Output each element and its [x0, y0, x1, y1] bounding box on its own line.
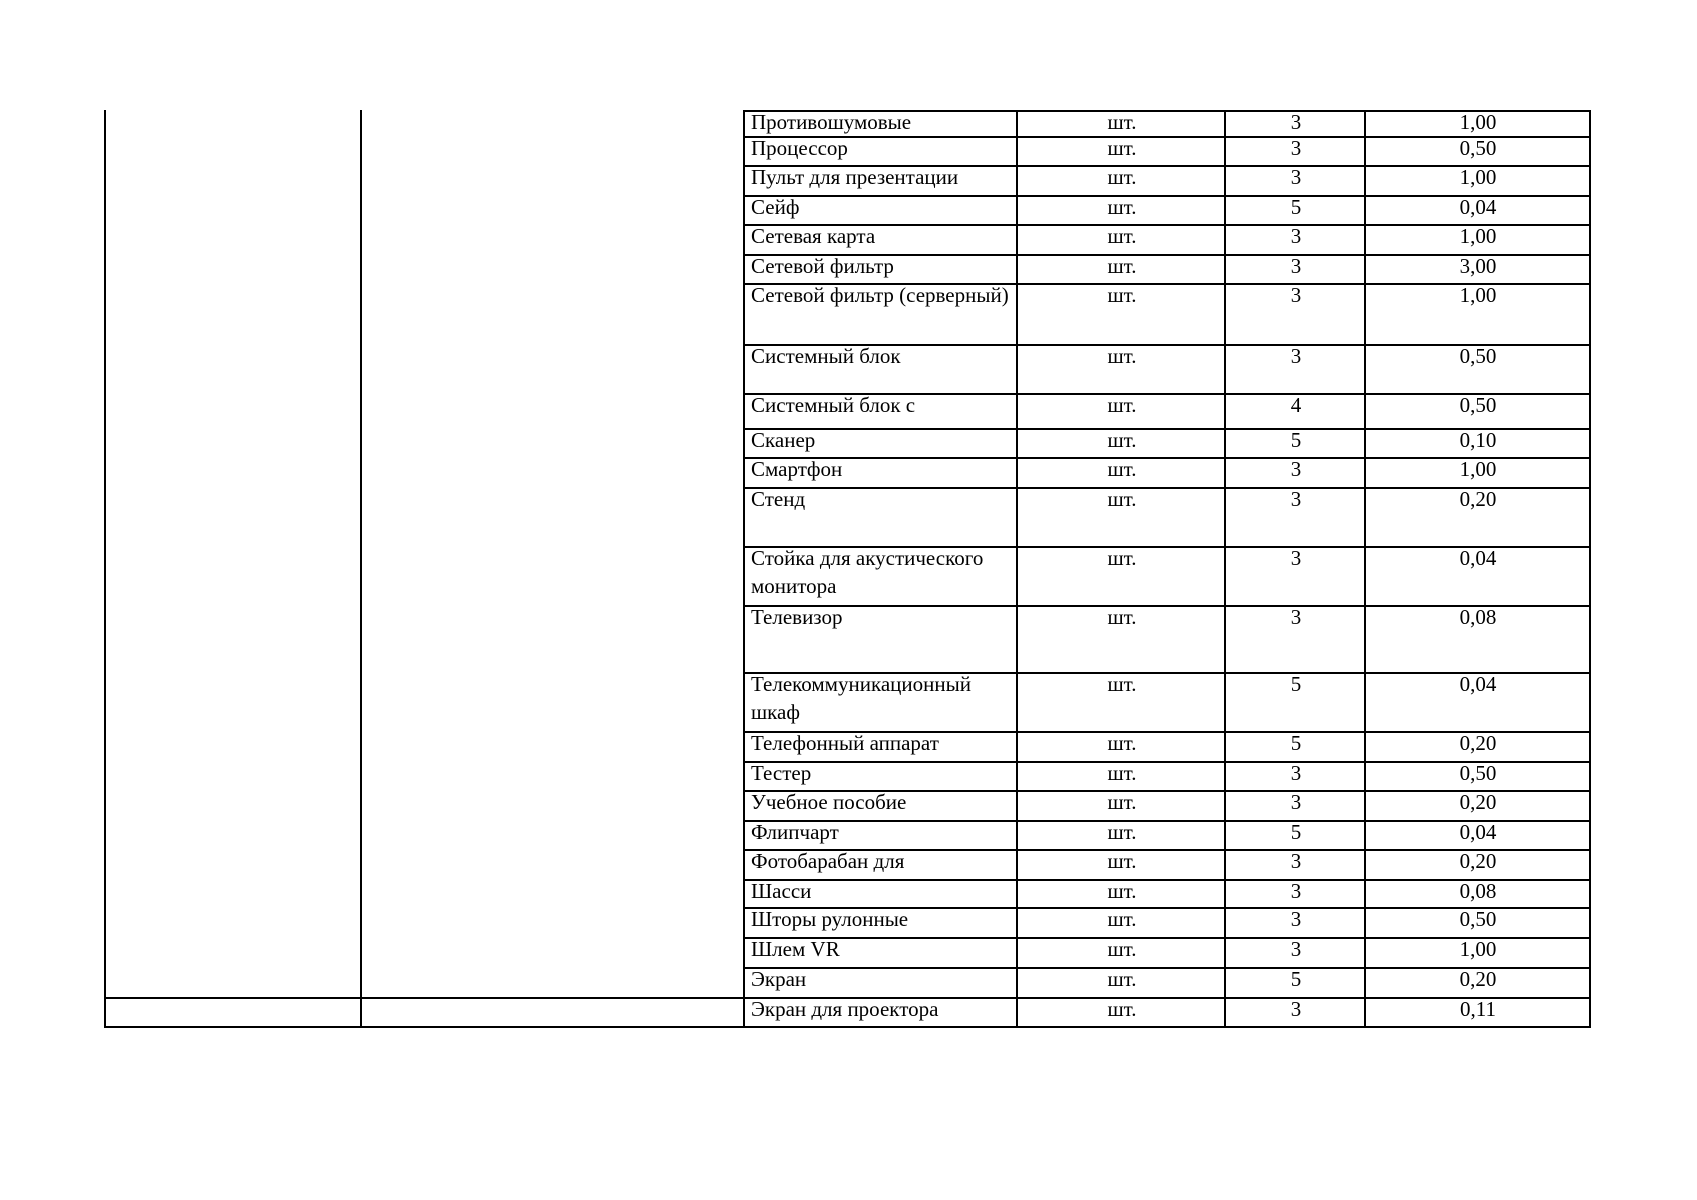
column-border: [104, 110, 106, 1028]
cell-name: Фотобарабан для: [751, 849, 905, 873]
cell-value: 1,00: [1459, 457, 1497, 481]
cell-qty: 3: [1290, 457, 1302, 481]
cell-name: Шторы рулонные: [751, 907, 909, 931]
cell-qty: 5: [1290, 672, 1302, 696]
cell-value: 1,00: [1459, 937, 1497, 961]
cell-unit: шт.: [1107, 546, 1137, 570]
cell-qty: 3: [1290, 937, 1302, 961]
cell-name: Учебное пособие: [751, 790, 907, 814]
cell-unit: шт.: [1107, 790, 1137, 814]
cell-value: 1,00: [1459, 110, 1497, 134]
cell-qty: 5: [1290, 820, 1302, 844]
column-border: [360, 110, 362, 1028]
cell-unit: шт.: [1107, 820, 1137, 844]
cell-qty: 3: [1290, 546, 1302, 570]
cell-value: 0,50: [1459, 761, 1497, 785]
cell-unit: шт.: [1107, 761, 1137, 785]
cell-name: Сетевая карта: [751, 224, 876, 248]
cell-value: 0,20: [1459, 849, 1497, 873]
cell-unit: шт.: [1107, 110, 1137, 134]
cell-name: Экран для проектора: [751, 997, 939, 1021]
cell-unit: шт.: [1107, 224, 1137, 248]
cell-unit: шт.: [1107, 937, 1137, 961]
cell-name: Тестер: [751, 761, 812, 785]
cell-qty: 3: [1290, 165, 1302, 189]
cell-unit: шт.: [1107, 165, 1137, 189]
cell-qty: 3: [1290, 283, 1302, 307]
cell-qty: 3: [1290, 136, 1302, 160]
cell-name: Стойка для акустического монитора: [751, 546, 984, 598]
cell-unit: шт.: [1107, 967, 1137, 991]
cell-unit: шт.: [1107, 672, 1137, 696]
cell-value: 1,00: [1459, 165, 1497, 189]
cell-qty: 3: [1290, 254, 1302, 278]
cell-value: 0,50: [1459, 907, 1497, 931]
cell-value: 1,00: [1459, 224, 1497, 248]
cell-qty: 5: [1290, 428, 1302, 452]
cell-name: Экран: [751, 967, 807, 991]
cell-unit: шт.: [1107, 254, 1137, 278]
cell-qty: 5: [1290, 731, 1302, 755]
cell-qty: 4: [1290, 393, 1302, 417]
cell-unit: шт.: [1107, 344, 1137, 368]
cell-value: 0,04: [1459, 672, 1497, 696]
cell-value: 1,00: [1459, 283, 1497, 307]
cell-qty: 3: [1290, 790, 1302, 814]
cell-value: 0,08: [1459, 879, 1497, 903]
cell-unit: шт.: [1107, 605, 1137, 629]
cell-value: 0,04: [1459, 195, 1497, 219]
cell-value: 0,20: [1459, 790, 1497, 814]
cell-unit: шт.: [1107, 849, 1137, 873]
cell-name: Процессор: [751, 136, 848, 160]
cell-name: Противошумовые: [751, 110, 912, 134]
cell-name: Смартфон: [751, 457, 843, 481]
cell-value: 0,20: [1459, 487, 1497, 511]
cell-qty: 3: [1290, 907, 1302, 931]
cell-value: 0,04: [1459, 546, 1497, 570]
cell-qty: 5: [1290, 195, 1302, 219]
cell-name: Шлем VR: [751, 937, 840, 961]
cell-name: Системный блок: [751, 344, 901, 368]
cell-qty: 3: [1290, 849, 1302, 873]
cell-name: Системный блок с: [751, 393, 916, 417]
cell-unit: шт.: [1107, 907, 1137, 931]
cell-unit: шт.: [1107, 879, 1137, 903]
cell-name: Телевизор: [751, 605, 843, 629]
cell-qty: 5: [1290, 967, 1302, 991]
cell-name: Пульт для презентации: [751, 165, 959, 189]
cell-qty: 3: [1290, 487, 1302, 511]
cell-qty: 3: [1290, 605, 1302, 629]
cell-name: Стенд: [751, 487, 806, 511]
cell-value: 0,11: [1460, 997, 1496, 1021]
cell-unit: шт.: [1107, 195, 1137, 219]
cell-unit: шт.: [1107, 393, 1137, 417]
cell-unit: шт.: [1107, 428, 1137, 452]
cell-unit: шт.: [1107, 136, 1137, 160]
cell-name: Флипчарт: [751, 820, 839, 844]
cell-name: Сейф: [751, 195, 800, 219]
cell-unit: шт.: [1107, 731, 1137, 755]
cell-value: 0,04: [1459, 820, 1497, 844]
cell-value: 0,50: [1459, 344, 1497, 368]
row-border: [104, 1026, 1591, 1028]
cell-value: 0,10: [1459, 428, 1497, 452]
cell-qty: 3: [1290, 761, 1302, 785]
cell-qty: 3: [1290, 344, 1302, 368]
cell-value: 0,50: [1459, 136, 1497, 160]
cell-value: 3,00: [1459, 254, 1497, 278]
cell-unit: шт.: [1107, 487, 1137, 511]
cell-name: Сетевой фильтр (серверный): [751, 283, 1009, 307]
cell-name: Шасси: [751, 879, 812, 903]
cell-unit: шт.: [1107, 997, 1137, 1021]
cell-qty: 3: [1290, 997, 1302, 1021]
cell-name: Телекоммуникационный шкаф: [751, 672, 971, 724]
equipment-table: [104, 110, 1591, 1026]
cell-unit: шт.: [1107, 457, 1137, 481]
cell-name: Сканер: [751, 428, 816, 452]
cell-name: Телефонный аппарат: [751, 731, 939, 755]
cell-qty: 3: [1290, 224, 1302, 248]
cell-qty: 3: [1290, 110, 1302, 134]
cell-value: 0,08: [1459, 605, 1497, 629]
cell-qty: 3: [1290, 879, 1302, 903]
cell-value: 0,20: [1459, 731, 1497, 755]
cell-name: Сетевой фильтр: [751, 254, 894, 278]
cell-unit: шт.: [1107, 283, 1137, 307]
cell-value: 0,20: [1459, 967, 1497, 991]
cell-value: 0,50: [1459, 393, 1497, 417]
